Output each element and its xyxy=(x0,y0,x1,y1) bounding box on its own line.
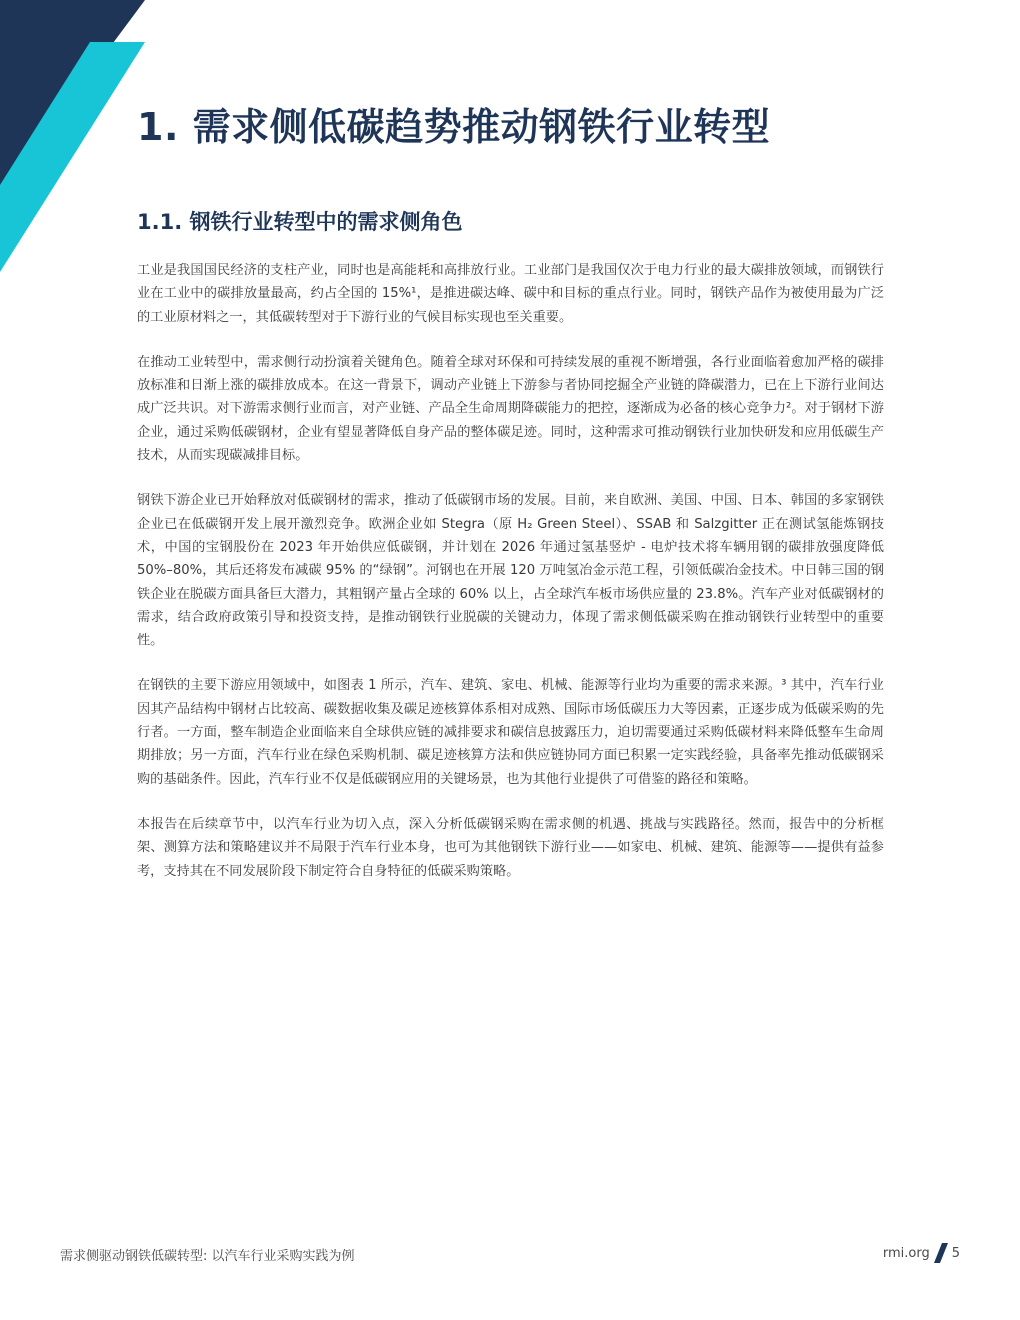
corner-stripe-graphic xyxy=(0,0,160,280)
footer-page-info xyxy=(883,1243,960,1263)
footer-report-title: 需求侧驱动钢铁低碳转型: 以汽车行业采购实践为例 xyxy=(60,1249,355,1264)
page-number: 5 xyxy=(951,1245,960,1261)
page-title: 1. 需求侧低碳趋势推动钢铁行业转型 xyxy=(137,105,771,149)
body-text xyxy=(137,259,884,905)
paragraph: 工业是我国国民经济的支柱产业，同时也是高能耗和高排放行业。工业部门是我国仅次于电力行业的最大碳排放领域，而钢铁行业在工业中的碳排放量最高，约占全国的 15%¹，是推进碳达峰、碳中和目标的重点行业。同时，钢铁产品作为被使用最为广泛的工业原材料之一，其低碳转型对于下游行业的气候目标实现也至关重要。 xyxy=(137,263,884,325)
slash-icon xyxy=(934,1243,948,1263)
footer-site-link[interactable]: rmi.org xyxy=(882,1245,930,1261)
paragraph: 在钢铁的主要下游应用领域中，如图表 1 所示，汽车、建筑、家电、机械、能源等行业均为重要的需求来源。³ 其中，汽车行业因其产品结构中钢材占比较高、碳数据收集及碳足迹核算体系相对成熟、国际市场低碳压力大等因素，正逐步成为低碳采购的先行者。一方面，整车制造企业面临来自全球供应链的减排要求和碳信息披露压力，迫切需要通过采购低碳材料来降低整车生命周期排放；另一方面，汽车行业在绿色采购机制、碳足迹核算方法和供应链协同方面已积累一定实践经验，具备率先推动低碳钢采购的基础条件。因此，汽车行业不仅是低碳钢应用的关键场景，也为其他行业提供了可借鉴的路径和策略。 xyxy=(137,678,884,787)
section-heading: 1.1. 钢铁行业转型中的需求侧角色 xyxy=(137,210,463,234)
paragraph: 本报告在后续章节中，以汽车行业为切入点，深入分析低碳钢采购在需求侧的机遇、挑战与实践路径。然而，报告中的分析框架、测算方法和策略建议并不局限于汽车行业本身，也可为其他钢铁下游行业——如家电、机械、建筑、能源等——提供有益参考，支持其在不同发展阶段下制定符合自身特征的低碳采购策略。 xyxy=(137,816,884,879)
paragraph: 在推动工业转型中，需求侧行动扮演着关键角色。随着全球对环保和可持续发展的重视不断增强，各行业面临着愈加严格的碳排放标准和日渐上涨的碳排放成本。在这一背景下，调动产业链上下游参与者协同挖掘全产业链的降碳潜力，已在上下游行业间达成广泛共识。对下游需求侧行业而言，对产业链、产品全生命周期降碳能力的把控，逐渐成为必备的核心竞争力²。对于钢材下游企业，通过采购低碳钢材，企业有望显著降低自身产品的整体碳足迹。同时，这种需求可推动钢铁行业加快研发和应用低碳生产技术，从而实现碳减排目标。 xyxy=(137,354,884,464)
paragraph: 钢铁下游企业已开始释放对低碳钢材的需求，推动了低碳钢市场的发展。目前，来自欧洲、美国、中国、日本、韩国的多家钢铁企业已在低碳钢开发上展开激烈竞争。欧洲企业如 Stegra（原 H₂ Green Steel）、SSAB 和 Salzgitter 正在测试氢能炼钢技术，中国的宝钢股份在 2023 年开始供应低碳钢，并计划在 2026 年通过氢基竖炉 - 电炉技术将车辆用钢的碳排放强度降低 50%–80%，其后还将发布减碳 95% 的“绿钢”。河钢也在开展 120 万吨氢冶金示范工程，引领低碳冶金技术。中日韩三国的钢铁企业在脱碳方面具备巨大潜力，其粗钢产量占全球的 60% 以上，占全球汽车板市场供应量的 23.8%。汽车产业对低碳钢材的需求，结合政府政策引导和投资支持，是推动钢铁行业脱碳的关键动力，体现了需求侧低碳采购在推动钢铁行业转型中的重要性。 xyxy=(137,493,884,649)
